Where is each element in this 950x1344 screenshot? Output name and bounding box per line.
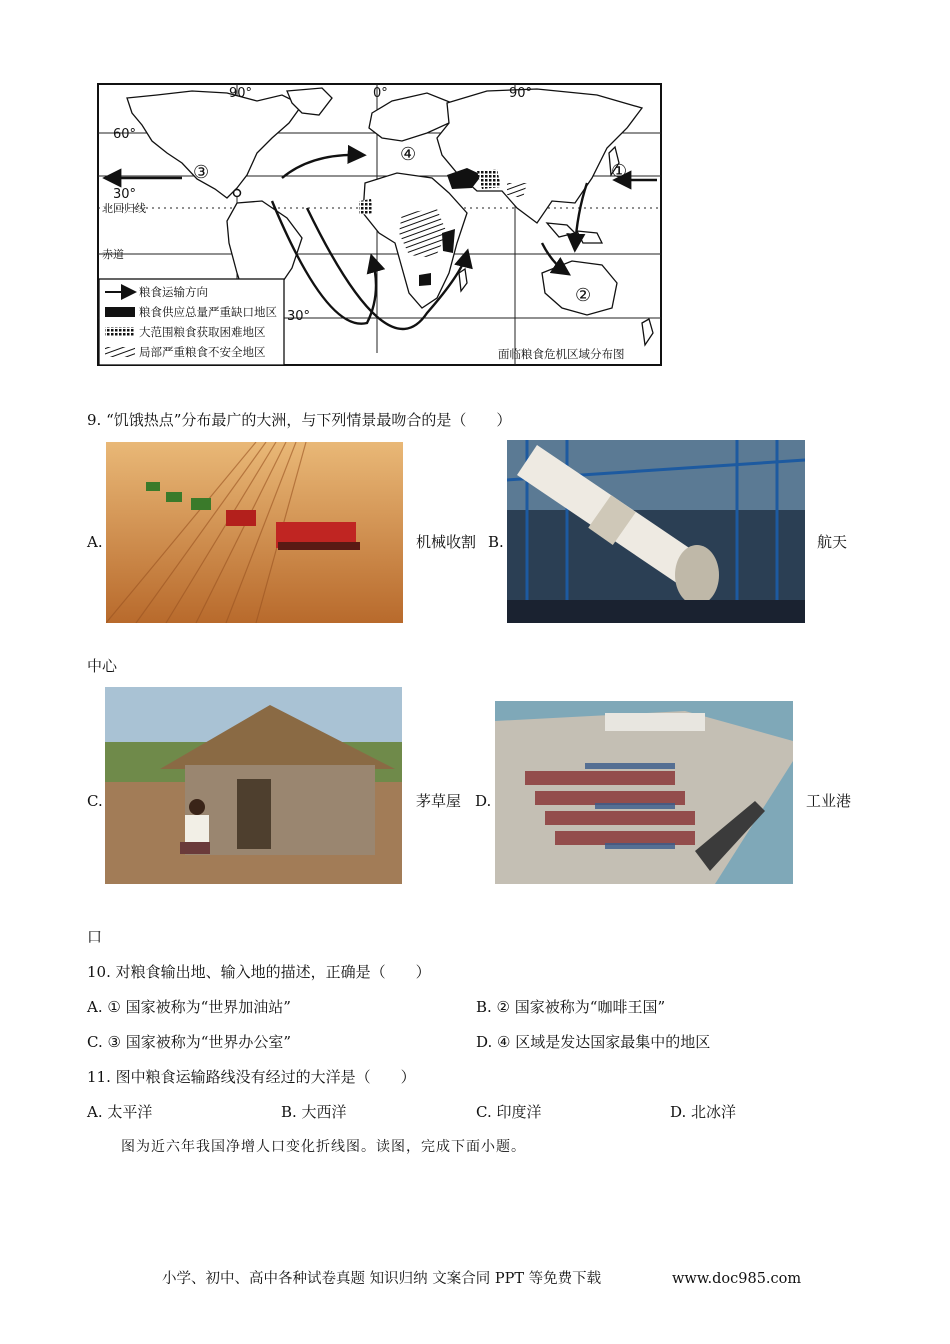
industrial-port-photo <box>495 701 793 884</box>
legend-label-insecure: 局部严重粮食不安全地区 <box>139 345 266 359</box>
q11-option-a: A. 太平洋 <box>87 1103 153 1121</box>
grain-crisis-map <box>97 83 662 366</box>
solid-fill-icon <box>105 307 135 317</box>
lat-label-30s: 30° <box>287 309 311 324</box>
question-10-stem: 10. 对粮食输出地、输入地的描述，正确是（ ） <box>87 963 431 981</box>
lat-label-30n: 30° <box>113 187 137 202</box>
q11-option-c: C. 印度洋 <box>476 1103 542 1121</box>
harvester-photo <box>106 442 403 623</box>
q10-option-d: D. ④ 区域是发达国家最集中的地区 <box>476 1033 711 1051</box>
grid-fill-icon <box>105 327 135 337</box>
legend-label-access: 大范围粮食获取困难地区 <box>139 325 266 339</box>
lon-label-90e: 90° <box>509 86 533 101</box>
marker-4: ④ <box>400 144 417 165</box>
option-a-letter: A. <box>87 533 103 551</box>
option-c-letter: C. <box>87 792 103 810</box>
legend-label-shortage: 粮食供应总量严重缺口地区 <box>139 305 277 319</box>
marker-3: ③ <box>193 162 210 183</box>
world-map-figure <box>97 83 662 366</box>
q11-option-d: D. 北冰洋 <box>670 1103 737 1121</box>
q11-option-b: B. 大西洋 <box>281 1103 347 1121</box>
hatch-fill-icon <box>105 347 135 357</box>
tropic-label: 北回归线 <box>102 202 146 215</box>
option-d-caption-wrap: 口 <box>87 928 103 946</box>
marker-1: ① <box>611 161 628 182</box>
next-section-intro: 图为近六年我国净增人口变化折线图。读图，完成下面小题。 <box>121 1139 526 1155</box>
option-b-letter: B. <box>488 533 504 551</box>
option-d-letter: D. <box>475 792 492 810</box>
question-9-stem: 9. “饥饿热点”分布最广的大洲，与下列情景最吻合的是（ ） <box>87 411 512 429</box>
question-11-stem: 11. 图中粮食运输路线没有经过的大洋是（ ） <box>87 1068 416 1086</box>
thatched-hut-photo <box>105 687 402 884</box>
q10-option-a: A. ① 国家被称为“世界加油站” <box>87 998 291 1016</box>
map-title: 面临粮食危机区域分布图 <box>498 347 625 361</box>
q10-option-b: B. ② 国家被称为“咖啡王国” <box>476 998 666 1016</box>
option-c-caption: 茅草屋 <box>416 792 462 810</box>
legend-label-transport: 粮食运输方向 <box>139 285 208 299</box>
lon-label-0: 0° <box>373 86 388 101</box>
equator-label: 赤道 <box>102 248 124 261</box>
q10-option-c: C. ③ 国家被称为“世界办公室” <box>87 1033 292 1051</box>
footer-download-text: 小学、初中、高中各种试卷真题 知识归纳 文案合同 PPT 等免费下载 <box>162 1271 602 1287</box>
marker-2: ② <box>575 285 592 306</box>
option-d-caption: 工业港 <box>806 792 852 810</box>
option-a-caption: 机械收割 <box>416 533 477 551</box>
lon-label-90w: 90° <box>229 86 253 101</box>
space-center-photo <box>507 440 805 623</box>
option-b-caption-wrap: 中心 <box>87 657 118 675</box>
option-b-caption: 航天 <box>817 533 848 551</box>
footer-site-link[interactable]: www.doc985.com <box>672 1271 802 1287</box>
lat-label-60n: 60° <box>113 127 137 142</box>
